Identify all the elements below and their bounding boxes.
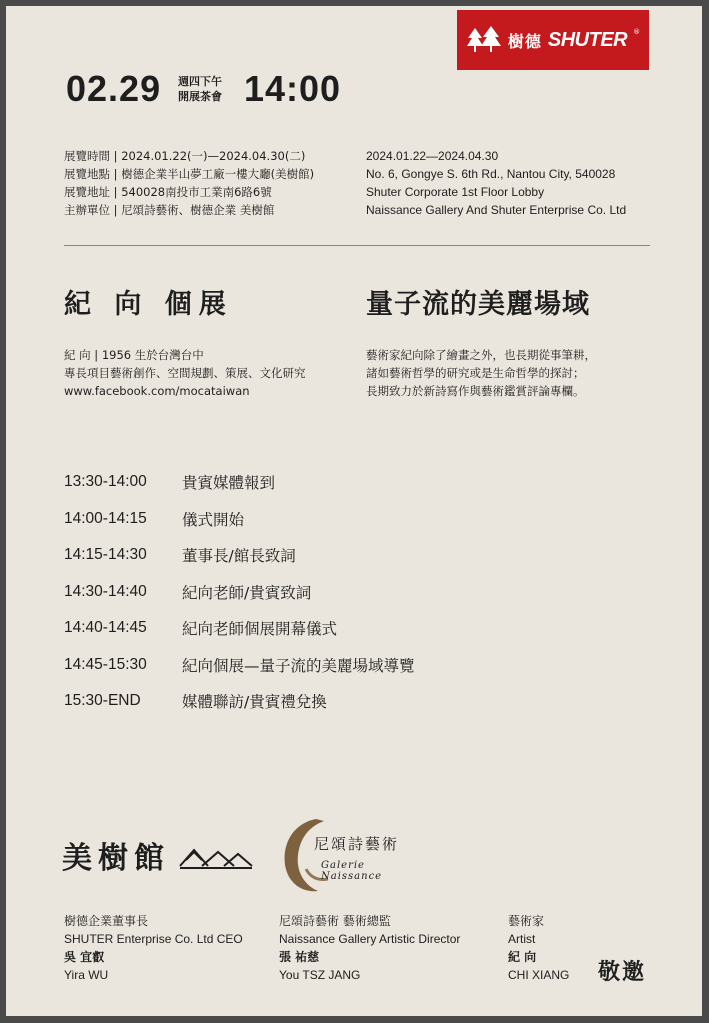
- schedule-time: 14:30-14:40: [64, 582, 147, 600]
- schedule-time: 13:30-14:00: [64, 473, 147, 491]
- schedule-row: [64, 464, 415, 501]
- info-label: 主辦單位: [64, 203, 110, 217]
- info-value: 2024.01.22(一)—2024.04.30(二): [121, 149, 306, 163]
- invitation-page: [6, 6, 702, 1016]
- gallery-logo: [276, 813, 426, 898]
- schedule-row: [64, 574, 415, 611]
- logo-chinese: 樹德: [507, 31, 542, 51]
- signatory-name-cn: 張 祐慈: [279, 950, 320, 964]
- schedule-row: [64, 683, 415, 720]
- info-row-dates: 展覽時間 | 2024.01.22(一)—2024.04.30(二): [64, 149, 306, 163]
- info-en-venue: Shuter Corporate 1st Floor Lobby: [366, 185, 545, 199]
- info-value: 540028南投市工業南6路6號: [121, 185, 272, 199]
- registered-mark: ®: [633, 28, 641, 36]
- schedule-item: 紀向老師/貴賓致詞: [182, 583, 312, 602]
- info-en-organizer: Naissance Gallery And Shuter Enterprise Co. Ltd: [366, 203, 627, 217]
- schedule-item: 儀式開始: [182, 510, 245, 529]
- museum-logo-text: 美樹館: [62, 841, 170, 876]
- artist-bio: [64, 346, 306, 400]
- signatory-name-en: Yira WU: [64, 968, 109, 982]
- divider: [64, 245, 650, 246]
- exhibition-title-artist: 紀 向 個展: [64, 289, 233, 320]
- signatory-artist: [508, 912, 569, 984]
- artist-description: [366, 346, 596, 400]
- info-en-address: No. 6, Gongye S. 6th Rd., Nantou City, 540028: [366, 167, 616, 181]
- schedule-time: 14:45-15:30: [64, 655, 147, 673]
- brush-stroke-icon: [276, 813, 336, 898]
- signatory-director: [279, 912, 460, 984]
- gallery-logo-english: Galerie Naissance: [321, 860, 383, 882]
- info-row-venue: 展覽地點 | 樹德企業半山夢工廠一樓大廳(美樹館): [64, 167, 315, 181]
- signatory-title-cn: 藝術家: [508, 914, 545, 928]
- schedule-item: 媒體聯訪/貴賓禮兌換: [182, 693, 327, 712]
- tree-logo-icon: [466, 25, 502, 55]
- info-value: 尼頌詩藝術、樹德企業 美樹館: [121, 203, 275, 217]
- schedule-item: 紀向老師個展開幕儀式: [182, 620, 338, 639]
- schedule-time: 14:15-14:30: [64, 546, 147, 564]
- description-line: 諸如藝術哲學的研究或是生命哲學的探討；: [366, 366, 585, 380]
- signatory-name-cn: 紀 向: [508, 950, 537, 964]
- event-date: 02.29: [66, 68, 162, 109]
- schedule-time: 15:30-END: [64, 692, 141, 710]
- signatory-title-en: Artist: [508, 932, 536, 946]
- event-time: 14:00: [244, 68, 342, 109]
- logo-english: SHUTER: [547, 28, 628, 51]
- info-value: 樹德企業半山夢工廠一樓大廳(美樹館): [121, 167, 315, 181]
- bio-website: www.facebook.com/mocataiwan: [64, 384, 250, 398]
- schedule-item: 貴賓媒體報到: [182, 474, 276, 493]
- schedule-row: [64, 537, 415, 574]
- mountain-icon: [178, 840, 254, 870]
- info-row-address: 展覽地址 | 540028南投市工業南6路6號: [64, 185, 272, 199]
- signatory-ceo: [64, 912, 243, 984]
- gallery-logo-chinese: 尼頌詩藝術: [314, 835, 400, 853]
- info-label: 展覽地址: [64, 185, 110, 199]
- info-en-dates: 2024.01.22—2024.04.30: [366, 149, 499, 163]
- signatory-name-cn: 吳 宜叡: [64, 950, 105, 964]
- event-schedule: [64, 464, 415, 720]
- info-label: 展覽時間: [64, 149, 110, 163]
- schedule-row: [64, 501, 415, 538]
- signatory-title-cn: 尼頌詩藝術 藝術總監: [279, 914, 391, 928]
- schedule-item: 紀向個展—量子流的美麗場域導覽: [182, 656, 415, 675]
- signatory-name-en: CHI XIANG: [508, 968, 570, 982]
- event-note-line1: 週四下午: [178, 75, 222, 88]
- shuter-logo: [457, 10, 649, 70]
- event-note-line2: 開展茶會: [178, 90, 222, 103]
- signatory-title-cn: 樹德企業董事長: [64, 914, 149, 928]
- schedule-time: 14:40-14:45: [64, 619, 147, 637]
- info-row-organizer: 主辦單位 | 尼頌詩藝術、樹德企業 美樹館: [64, 203, 275, 217]
- info-english: [366, 147, 666, 219]
- signatory-title-en: SHUTER Enterprise Co. Ltd CEO: [64, 932, 243, 946]
- schedule-row: [64, 647, 415, 684]
- museum-logo: [62, 833, 254, 877]
- schedule-row: [64, 610, 415, 647]
- description-line: 長期致力於新詩寫作與藝術鑑賞評論專欄。: [366, 384, 585, 398]
- exhibition-title-theme: 量子流的美麗場域: [366, 289, 590, 320]
- schedule-time: 14:00-14:15: [64, 509, 147, 527]
- description-line: 藝術家紀向除了繪畫之外，也長期從事筆耕，: [366, 348, 596, 362]
- bio-line: 紀 向 | 1956 生於台灣台中: [64, 348, 204, 362]
- event-note: [178, 74, 222, 104]
- signatory-title-en: Naissance Gallery Artistic Director: [279, 932, 461, 946]
- schedule-item: 董事長/館長致詞: [182, 547, 296, 566]
- info-label: 展覽地點: [64, 167, 110, 181]
- info-chinese: [64, 147, 364, 219]
- signatory-name-en: You TSZ JANG: [279, 968, 361, 982]
- bio-line: 專長項目藝術創作、空間規劃、策展、文化研究: [64, 366, 306, 380]
- closing-invitation: 敬邀: [598, 960, 647, 985]
